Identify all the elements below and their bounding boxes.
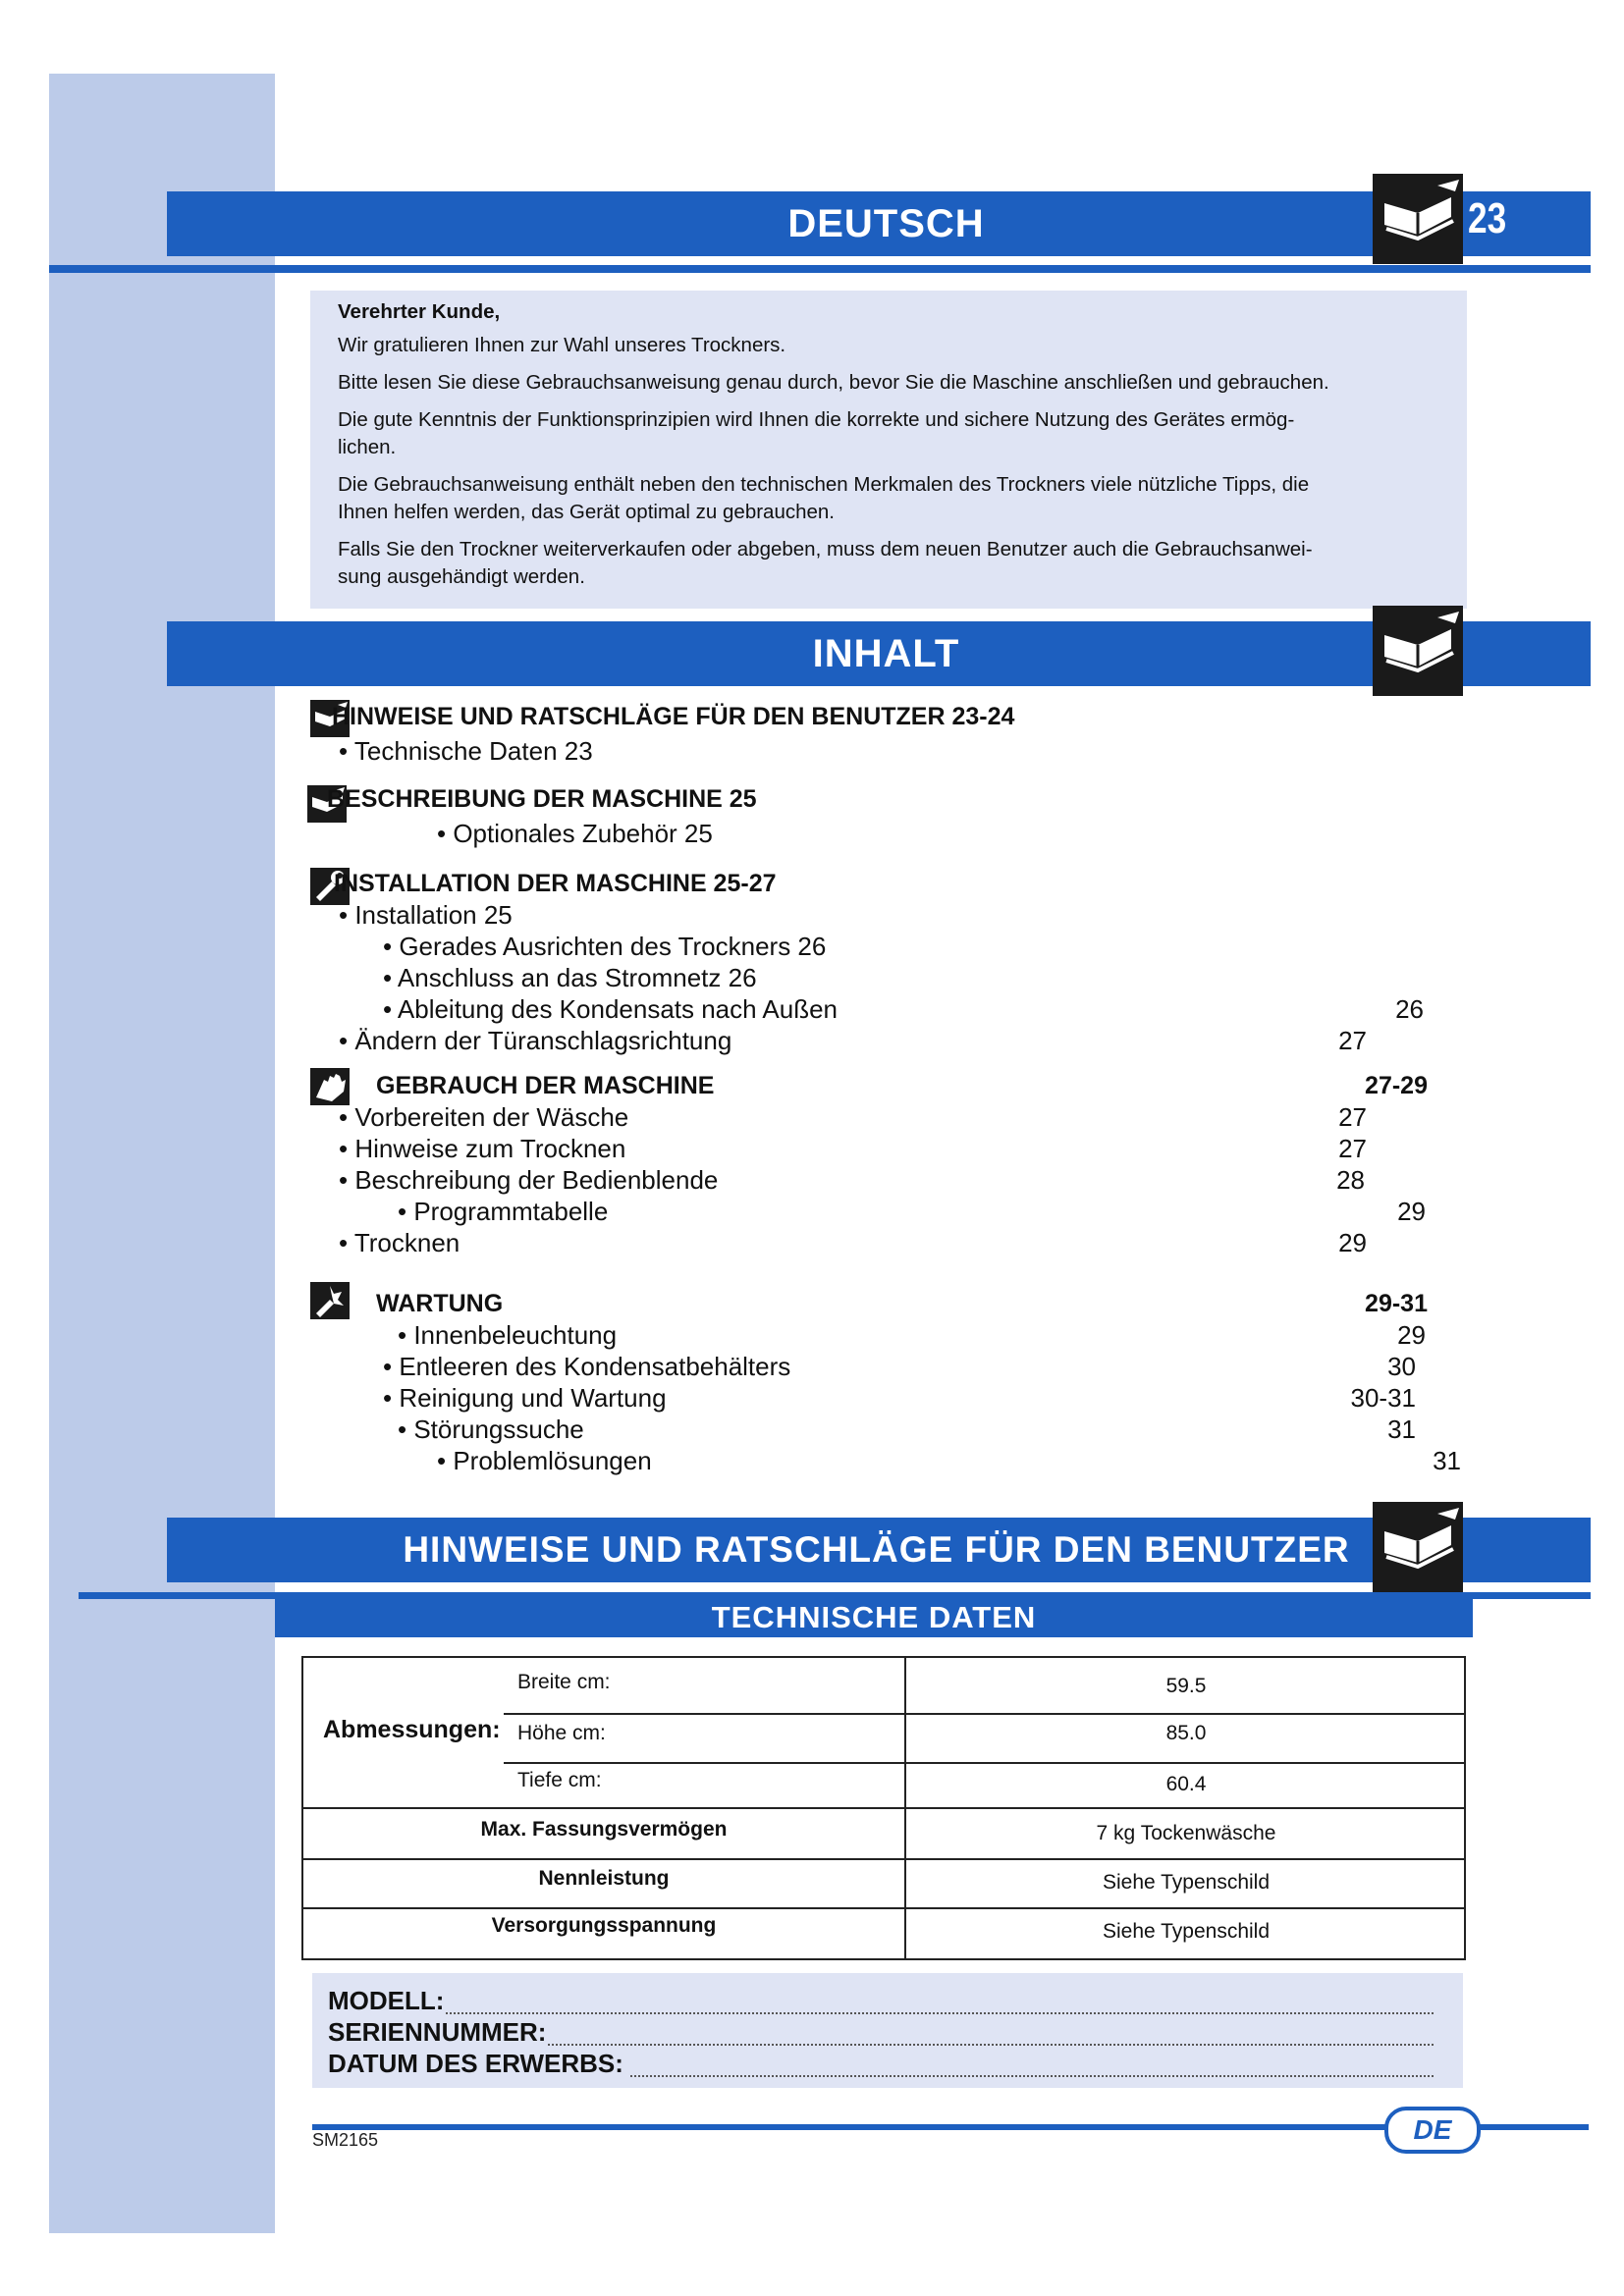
intro-paragraph: Wir gratulieren Ihnen zur Wahl unseres Trockners. bbox=[338, 334, 786, 356]
toc-item: • Technische Daten 23 bbox=[339, 736, 593, 766]
language-badge: DE bbox=[1384, 2107, 1481, 2154]
toc-page: 30-31 bbox=[1350, 1383, 1416, 1413]
model-field[interactable] bbox=[446, 2012, 1434, 2014]
depth-label: Tiefe cm: bbox=[517, 1769, 602, 1791]
toc-item: • Innenbeleuchtung bbox=[398, 1320, 618, 1350]
table-divider bbox=[504, 1713, 1466, 1715]
voltage-label: Versorgungsspannung bbox=[491, 1914, 717, 1937]
toc-page: 28 bbox=[1336, 1165, 1365, 1195]
table-divider bbox=[303, 1807, 1466, 1809]
capacity-value: 7 kg Tockenwäsche bbox=[1096, 1822, 1276, 1844]
toc-page: 31 bbox=[1387, 1415, 1416, 1444]
toc-page: 29-31 bbox=[1365, 1290, 1428, 1317]
hand-icon bbox=[310, 1068, 350, 1105]
voltage-value: Siehe Typenschild bbox=[1102, 1920, 1271, 1943]
toc-page: 31 bbox=[1433, 1446, 1461, 1475]
toc-page: 30 bbox=[1387, 1352, 1416, 1381]
toc-item: • Entleeren des Kondensatbehälters bbox=[383, 1352, 791, 1381]
intro-paragraph: Falls Sie den Trockner weiterverkaufen oder abgeben, muss dem neuen Benutzer auch die Gebrauchsanwei- bbox=[338, 538, 1313, 561]
serial-label: SERIENNUMMER: bbox=[328, 2017, 547, 2047]
intro-paragraph: lichen. bbox=[338, 436, 397, 458]
contents-title: INHALT bbox=[812, 632, 960, 675]
height-label: Höhe cm: bbox=[517, 1722, 606, 1744]
toc-section-title: WARTUNG bbox=[376, 1290, 504, 1317]
toc-item: • Ableitung des Kondensats nach Außen bbox=[383, 994, 838, 1024]
toc-page: 26 bbox=[1395, 994, 1424, 1024]
toc-page: 27-29 bbox=[1365, 1072, 1428, 1099]
intro-paragraph: Die gute Kenntnis der Funktionsprinzipien wird Ihnen die korrekte und sichere Nutzung des Gerätes ermög- bbox=[338, 408, 1295, 431]
purchase-info-box bbox=[312, 1973, 1463, 2088]
wrench-icon bbox=[310, 1282, 350, 1319]
date-label: DATUM DES ERWERBS: bbox=[328, 2049, 623, 2078]
power-label: Nennleistung bbox=[538, 1867, 670, 1890]
toc-item: • Ändern der Türanschlagsrichtung bbox=[339, 1026, 732, 1055]
intro-paragraph: Ihnen helfen werden, das Gerät optimal zu gebrauchen. bbox=[338, 501, 835, 523]
toc-page: 27 bbox=[1338, 1102, 1367, 1132]
page-number: 23 bbox=[1468, 194, 1507, 242]
side-stripe bbox=[49, 74, 275, 2233]
toc-item: • Hinweise zum Trocknen bbox=[339, 1134, 626, 1163]
power-value: Siehe Typenschild bbox=[1102, 1871, 1271, 1894]
intro-paragraph: Die Gebrauchsanweisung enthält neben den technischen Merkmalen des Trockners viele nützliche Tipps, die bbox=[338, 473, 1310, 496]
toc-page: 27 bbox=[1338, 1134, 1367, 1163]
table-divider bbox=[303, 1858, 1466, 1860]
toc-item: • Reinigung und Wartung bbox=[383, 1383, 667, 1413]
page-title: DEUTSCH bbox=[787, 202, 985, 245]
intro-paragraph: Bitte lesen Sie diese Gebrauchsanweisung genau durch, bevor Sie die Maschine anschließen und gebrauchen. bbox=[338, 371, 1329, 394]
toc-section-title: HINWEISE UND RATSCHLÄGE FÜR DEN BENUTZER 23-24 bbox=[332, 703, 1015, 730]
toc-page: 29 bbox=[1397, 1197, 1426, 1226]
toc-item: • Optionales Zubehör 25 bbox=[437, 819, 713, 848]
capacity-label: Max. Fassungsvermögen bbox=[480, 1818, 728, 1841]
intro-paragraph: sung ausgehändigt werden. bbox=[338, 565, 585, 588]
section-title: HINWEISE UND RATSCHLÄGE FÜR DEN BENUTZER bbox=[403, 1529, 1350, 1570]
book-icon bbox=[1373, 174, 1463, 264]
book-icon bbox=[1373, 606, 1463, 696]
depth-value: 60.4 bbox=[1165, 1773, 1207, 1795]
tech-data-table bbox=[301, 1656, 1466, 1960]
intro-panel bbox=[310, 291, 1467, 609]
toc-item: • Anschluss an das Stromnetz 26 bbox=[383, 963, 757, 992]
toc-item: • Problemlösungen bbox=[437, 1446, 652, 1475]
toc-item: • Vorbereiten der Wäsche bbox=[339, 1102, 629, 1132]
height-value: 85.0 bbox=[1165, 1722, 1207, 1744]
toc-page: 27 bbox=[1338, 1026, 1367, 1055]
table-divider bbox=[303, 1907, 1466, 1909]
toc-page: 29 bbox=[1397, 1320, 1426, 1350]
toc-item: • Installation 25 bbox=[339, 900, 513, 930]
header-rule bbox=[49, 265, 1591, 273]
model-label: MODELL: bbox=[328, 1986, 445, 2015]
dimensions-label: Abmessungen: bbox=[323, 1716, 501, 1743]
toc-section-title: GEBRAUCH DER MASCHINE bbox=[376, 1072, 715, 1099]
section-subtitle: TECHNISCHE DATEN bbox=[275, 1598, 1473, 1637]
greeting: Verehrter Kunde, bbox=[338, 300, 501, 323]
toc-item: • Trocknen bbox=[339, 1228, 460, 1257]
table-divider bbox=[504, 1762, 1466, 1764]
toc-section-title: BESCHREIBUNG DER MASCHINE 25 bbox=[327, 785, 757, 813]
toc-item: • Störungssuche bbox=[398, 1415, 584, 1444]
toc-item: • Beschreibung der Bedienblende bbox=[339, 1165, 719, 1195]
toc-section-title: INSTALLATION DER MASCHINE 25-27 bbox=[334, 870, 777, 897]
toc-item: • Programmtabelle bbox=[398, 1197, 609, 1226]
serial-field[interactable] bbox=[548, 2044, 1434, 2046]
toc-page: 29 bbox=[1338, 1228, 1367, 1257]
purchase-date-field[interactable] bbox=[630, 2075, 1434, 2077]
book-icon bbox=[1373, 1502, 1463, 1592]
width-value: 59.5 bbox=[1165, 1675, 1207, 1697]
document-code: SM2165 bbox=[312, 2130, 379, 2150]
width-label: Breite cm: bbox=[517, 1671, 611, 1693]
toc-item: • Gerades Ausrichten des Trockners 26 bbox=[383, 932, 827, 961]
